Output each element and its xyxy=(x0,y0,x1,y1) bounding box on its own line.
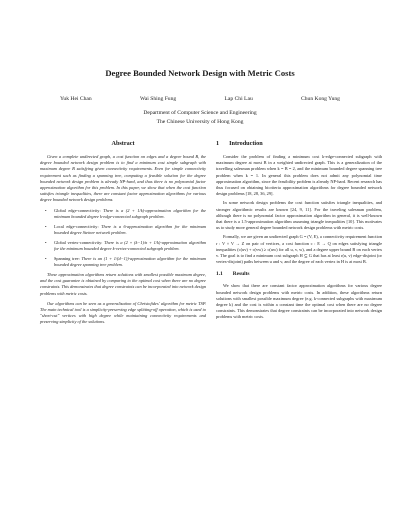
bullet-icon: • xyxy=(45,255,47,261)
contribution-list xyxy=(40,208,206,268)
section-title: Introduction xyxy=(229,140,263,147)
contribution-item xyxy=(45,255,206,268)
body-paragraph: We show that there are constant factor approximation algorithms for various degree bounded network design problems with metric costs. In addition, these algorithms return solutions with smallest possible maximum degree (e.g. k-connected subgraphs with maximum degree k) and the cost is within a constant time the optimal cost when there are no degree constraints. This demonstrates that degree constraints can be incorporated into network design problems with metric costs. xyxy=(216,283,382,320)
author-name: Lap Chi Lau xyxy=(224,96,253,102)
section-number: 1 xyxy=(216,140,220,147)
abstract-paragraph: These approximation algorithms return solutions with smallest possible maximum degree, and the cost guarantee is obtained by comparing to the optimal cost when there are no degree constraints. This demonstrates that degree constraints can be incorporated into network design problems with metric costs. xyxy=(40,272,206,296)
subsection-title: Results xyxy=(232,271,250,278)
contribution-desc: There is an (1 + 1/(d−1))-approximation algorithm for the minimum bounded degree spanning tree problem. xyxy=(54,255,206,267)
author-name: Yuk Hei Chan xyxy=(60,96,92,102)
bullet-icon: • xyxy=(45,239,47,245)
left-column xyxy=(40,140,206,330)
introduction-heading xyxy=(216,140,382,148)
affiliation-department: Department of Computer Science and Engineering xyxy=(143,110,257,116)
contribution-item xyxy=(45,223,206,236)
body-paragraph: In some network design problems the cost function satisfies triangle inequalities, and stronger algorithmic results are known [24, 9, 11]. For the traveling salesman problem, although there is no polynomial factor approximation algorithm in general, it is well-known that there is a 1.5-approximation algorithm assuming triangle inequalities [10]. This motivates us to study more general degree bounded network design problems with metric costs. xyxy=(216,200,382,231)
results-heading xyxy=(216,271,382,278)
right-column xyxy=(216,140,382,324)
contribution-item xyxy=(45,239,207,252)
contribution-desc: There is a (2 + (k−1)/n + 1/k)-approximation algorithm for the minimum bounded degree k-vertex-connected subgraph problem. xyxy=(54,239,207,251)
contribution-label: Spanning tree: xyxy=(54,255,80,261)
abstract-paragraph: Our algorithms can be seen as a generalization of Christofides' algorithm for metric TSP. The main technical tool is a simplicity-preserving edge splitting-off operation, which is used to "short-cut" vertices with high degree while maintaining connectivity requirements and preserving simplicity of the solutions. xyxy=(40,300,206,325)
contribution-label: Global vertex-connectivity: xyxy=(54,239,103,245)
contribution-desc: There is a (2 + 1/k)-approximation algorithm for the minimum bounded degree k-edge-connected subgraph problem. xyxy=(54,207,206,219)
paper-title: Degree Bounded Network Design with Metric Costs xyxy=(105,68,295,78)
bullet-icon: • xyxy=(45,207,47,213)
abstract-intro: Given a complete undirected graph, a cost function on edges and a degree bound B, the degree bounded network design problem is to find a minimum cost simple subgraph with maximum degree B satisfying given connectivity requirements. Even for simple connectivity requirement such as finding a spanning tree, computing a feasible solution for the degree bounded network design problem is already NP-hard, and thus there is no polynomial factor approximation algorithm for this problem. In this paper, we show that when the cost function satisfies triangle inequalities, there are constant factor approximation algorithms for various degree bounded network design problems. xyxy=(40,154,206,203)
author-name: Chun Kong Yung xyxy=(301,96,340,102)
body-paragraph: Formally, we are given an undirected graph G = (V, E), a connectivity requirement function r : V × V → Z on pair of vertices, a cost function c : E → Q on edges satisfying triangle inequalities (c(uv) + c(vw) ≥ c(uw) for all u, v, w), and a degree upper bound B on each vertex v. The goal is to find a minimum cost subgraph H ⊆ G that has at least r(u, v) edge-disjoint (or vertex-disjoint) paths between u and v, and the degree of each vertex in H is at most B. xyxy=(216,234,383,265)
bullet-icon: • xyxy=(45,223,47,229)
contribution-label: Local edge-connectivity: xyxy=(54,223,99,229)
contribution-item xyxy=(45,207,206,220)
author-list xyxy=(60,96,340,103)
subsection-number: 1.1 xyxy=(216,271,223,278)
contribution-desc: There is a 6-approximation algorithm for the minimum bounded degree Steiner network problem. xyxy=(54,223,206,235)
affiliation-university: The Chinese University of Hong Kong xyxy=(156,119,244,125)
abstract-heading: Abstract xyxy=(111,140,135,147)
contribution-label: Global edge-connectivity: xyxy=(54,207,101,213)
author-name: Wai Shing Fung xyxy=(139,96,177,102)
body-paragraph: Consider the problem of finding a minimum cost k-edge-connected subgraph with maximum degree at most B in a weighted undirected graph. This is a generalization of the travelling salesman problem when k = B = 2, and the minimum bounded degree spanning tree problem when k = 1. In general this problem does not admit any polynomial time approximation algorithm, since the feasibility problem is already NP-hard. Recent research has thus focused on obtaining bicriteria approximation algorithms for degree bounded network design problems [18, 28, 36, 29]. xyxy=(216,154,382,197)
